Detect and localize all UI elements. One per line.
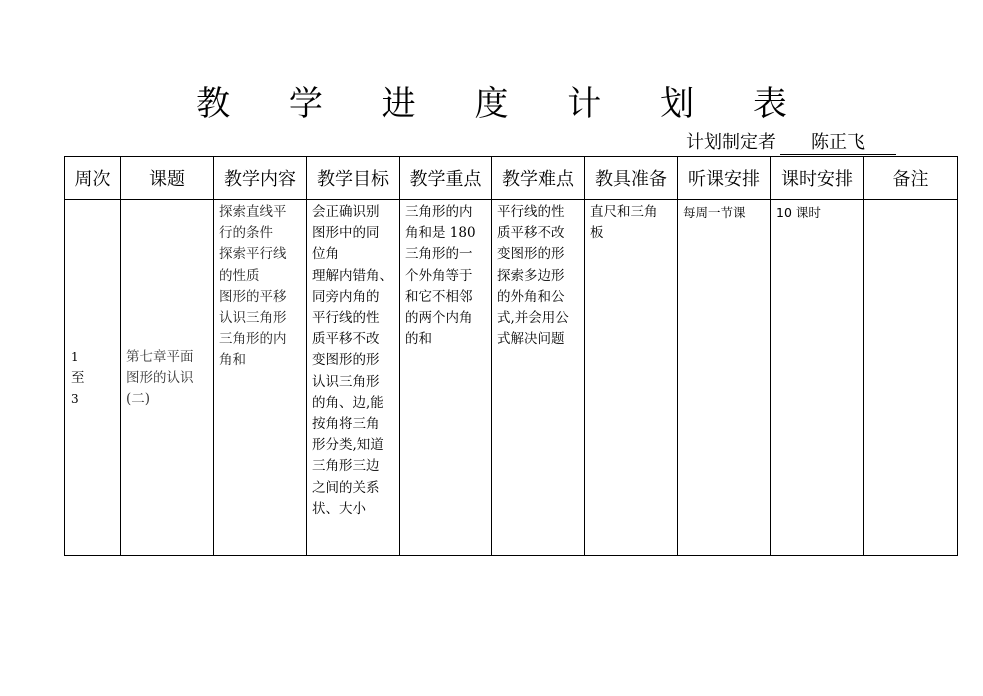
difficulties-line: 探索多边形: [497, 267, 565, 284]
key-points-line: 三角形的一: [405, 246, 473, 263]
key-points-line: 角和是 180: [405, 225, 476, 242]
difficulties-line: 的外角和公: [497, 288, 565, 305]
table-row: [65, 200, 958, 556]
content-line: 三角形的内: [219, 331, 287, 348]
week-line: 1: [71, 349, 79, 364]
schedule-table: [64, 156, 958, 556]
key-points-line: 和它不相邻: [405, 288, 473, 305]
header-tools: 教具准备: [585, 157, 678, 200]
planner-line: [686, 128, 896, 155]
difficulties-line: 式解决问题: [497, 331, 565, 348]
observation-text: 每周一节课: [683, 205, 746, 220]
topic-line: 第七章平面: [126, 348, 194, 365]
header-week: 周次: [65, 157, 121, 200]
week-line: 至: [71, 369, 85, 386]
goals-line: 变图形的形: [312, 352, 380, 369]
goals-line: 位角: [312, 246, 339, 263]
header-hours: 课时安排: [771, 157, 864, 200]
cell-key-points: [400, 200, 492, 556]
week-line: 3: [71, 392, 79, 407]
header-observation: 听课安排: [678, 157, 771, 200]
goals-line: 平行线的性: [312, 310, 380, 327]
planner-name: 陈正飞: [780, 132, 896, 155]
goals-line: 同旁内角的: [312, 288, 380, 305]
planner-label: 计划制定者: [686, 132, 776, 153]
goals-line: 会正确识别: [312, 204, 380, 220]
difficulties-line: 平行线的性: [497, 204, 565, 220]
header-content: 教学内容: [214, 157, 307, 200]
page-title: 教 学 进 度 计 划 表: [196, 84, 811, 124]
goals-line: 按角将三角: [312, 416, 380, 433]
content-line: 行的条件: [219, 225, 273, 242]
cell-topic: [121, 200, 214, 556]
cell-hours: [771, 200, 864, 556]
header-remarks: 备注: [864, 157, 958, 200]
content-line: 探索直线平: [219, 204, 287, 220]
header-key-points: 教学重点: [400, 157, 492, 200]
content-line: 图形的平移: [219, 288, 287, 305]
tools-line: 直尺和三角: [590, 204, 658, 220]
goals-line: 理解内错角、: [312, 267, 393, 284]
header-difficulties: 教学难点: [492, 157, 585, 200]
goals-line: 状、大小: [312, 500, 366, 517]
hours-text: 10 课时: [776, 205, 821, 220]
goals-line: 图形中的同: [312, 225, 380, 242]
difficulties-line: 式,并会用公: [497, 310, 569, 327]
key-points-line: 的和: [405, 331, 432, 348]
goals-line: 质平移不改: [312, 331, 380, 348]
key-points-line: 个外角等于: [405, 267, 473, 284]
cell-observation: [678, 200, 771, 556]
key-points-line: 三角形的内: [405, 204, 473, 220]
header-row: [65, 157, 958, 200]
cell-tools: [585, 200, 678, 556]
cell-goals: [307, 200, 400, 556]
content-line: 探索平行线: [219, 246, 287, 263]
cell-remarks: [864, 200, 958, 556]
cell-week: [65, 200, 121, 556]
header-goals: 教学目标: [307, 157, 400, 200]
difficulties-line: 质平移不改: [497, 225, 565, 242]
tools-line: 板: [590, 225, 604, 242]
topic-line: 图形的认识: [126, 369, 194, 386]
goals-line: 认识三角形: [312, 373, 380, 390]
cell-difficulties: [492, 200, 585, 556]
goals-line: 之间的关系: [312, 479, 380, 496]
difficulties-line: 变图形的形: [497, 246, 565, 263]
content-line: 认识三角形: [219, 310, 287, 327]
key-points-line: 的两个内角: [405, 310, 473, 327]
cell-content: [214, 200, 307, 556]
goals-line: 三角形三边: [312, 458, 380, 475]
content-line: 的性质: [219, 267, 260, 284]
goals-line: 的角、边,能: [312, 394, 384, 411]
content-line: 角和: [219, 352, 246, 369]
goals-line: 形分类,知道: [312, 437, 384, 454]
topic-line: (二): [126, 391, 151, 408]
header-topic: 课题: [121, 157, 214, 200]
